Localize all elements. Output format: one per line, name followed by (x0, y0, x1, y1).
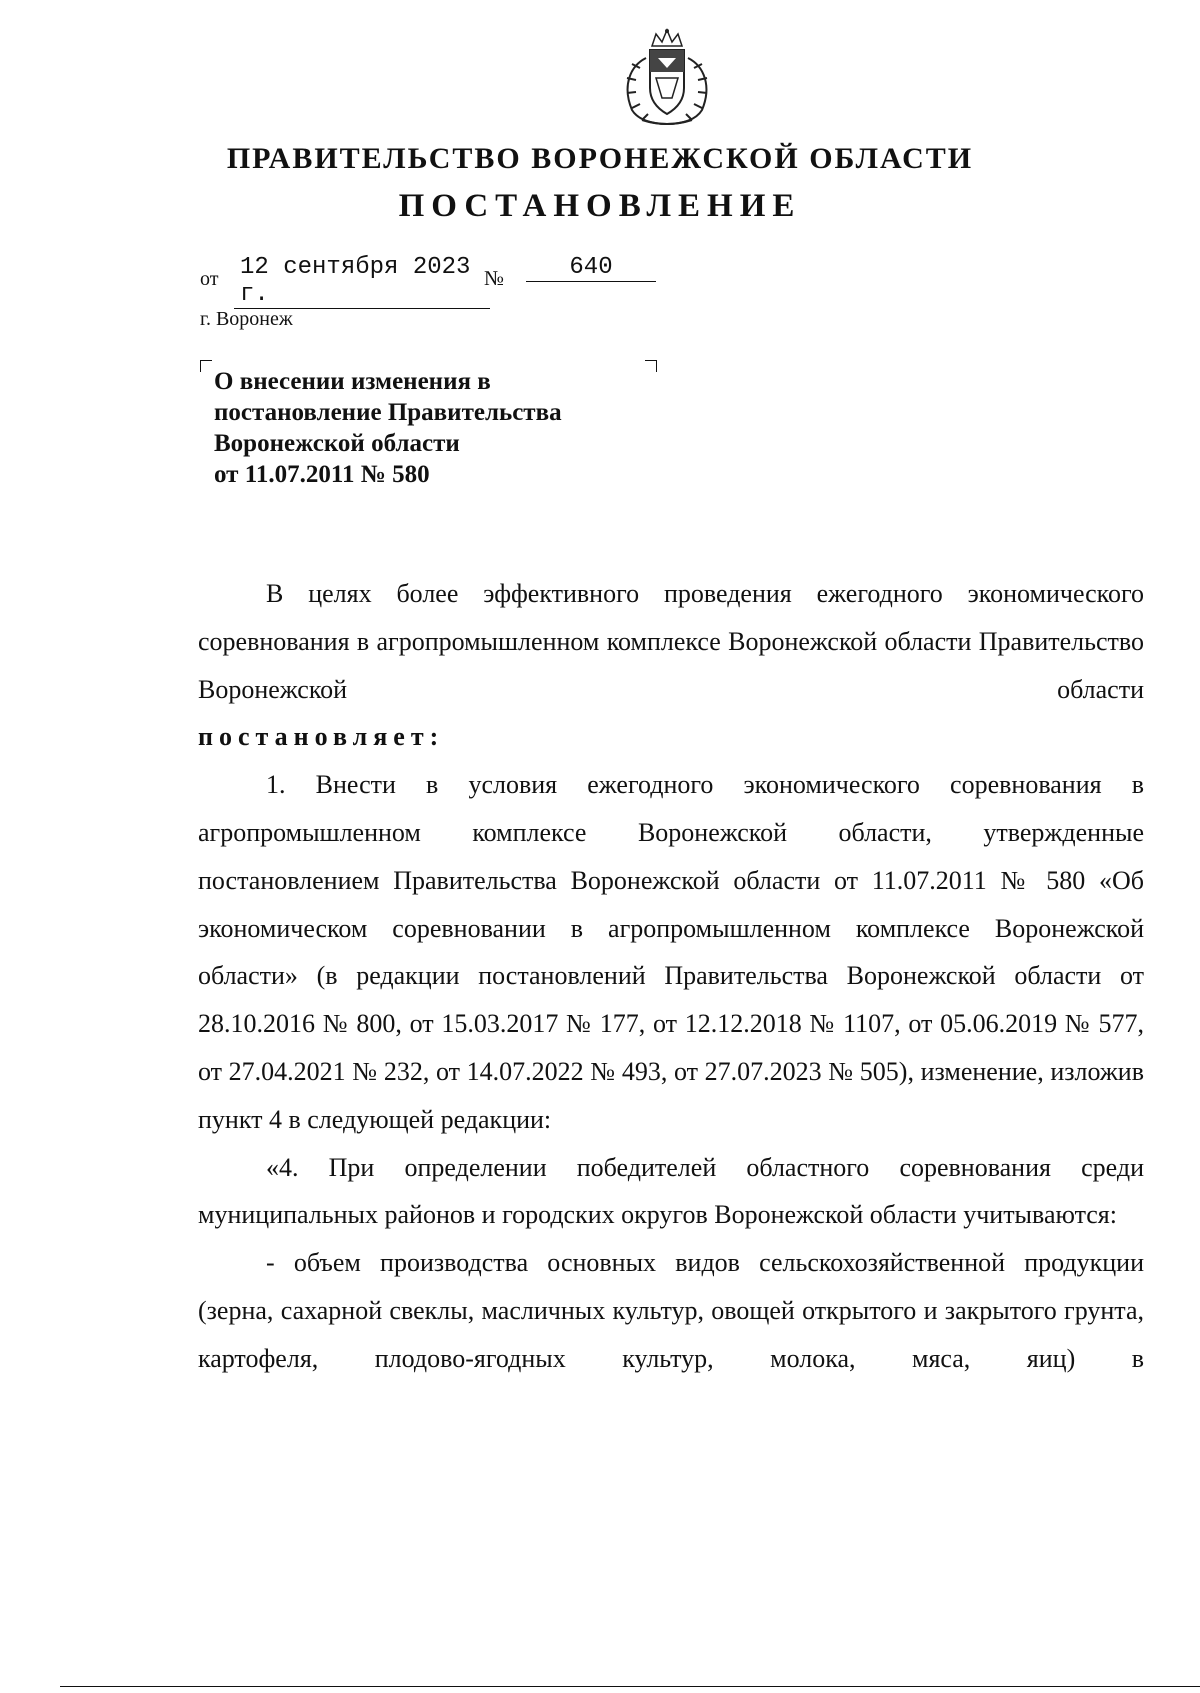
document-body (198, 570, 1144, 1383)
subject-line: от 11.07.2011 № 580 (214, 461, 430, 488)
document-type-title: ПОСТАНОВЛЕНИЕ (398, 188, 802, 224)
document-subject (214, 366, 654, 490)
organization-title: ПРАВИТЕЛЬСТВО ВОРОНЕЖСКОЙ ОБЛАСТИ (226, 142, 974, 175)
item-1-paragraph: 1. Внести в условия ежегодного экономического соревнования в агропромышленном комплексе Воронежской области, утвержденные постановлением Правительства Воронежской области от 11.07.2011 № 580 «Об экономическом соревновании в агропромышленном комплексе Воронежской области» (в редакции постановлений Правительства Воронежской области от 28.10.2016 № 800, от 15.03.2017 № 177, от 12.12.2018 № 1107, от 05.06.2019 № 577, от 27.04.2021 № 232, от 14.07.2022 № 493, от 27.07.2023 № 505), изменение, изложив пункт 4 в следующей редакции: (198, 770, 1144, 1134)
preamble-paragraph: В целях более эффективного проведения ежегодного экономического соревнования в агропромышленном комплексе Воронежской области Правительство Воронежской области (198, 579, 1144, 704)
subject-bracket-left (200, 360, 212, 372)
subject-line: О внесении изменения в (214, 368, 491, 395)
document-date: 12 сентября 2023 г. (234, 254, 490, 309)
coat-of-arms-icon (612, 28, 722, 128)
number-label: № (484, 266, 505, 290)
date-number-line (200, 254, 660, 308)
bullet-1-paragraph: - объем производства основных видов сельскохозяйственной продукции (зерна, сахарной свеклы, масличных культур, овощей открытого и закрытого грунта, картофеля, плодово-ягодных культур, молока, мяса, яиц) в (198, 1248, 1144, 1373)
page-bottom-rule (60, 1686, 1200, 1687)
city-name: г. Воронеж (200, 308, 293, 330)
subject-line: Воронежской области (214, 430, 460, 457)
subject-line: постановление Правительства (214, 399, 562, 426)
resolves-paragraph (198, 713, 1144, 761)
date-prefix: от (200, 268, 219, 290)
document-number: 640 (526, 254, 656, 282)
item-4-paragraph: «4. При определении победителей областного соревнования среди муниципальных районов и городских округов Воронежской области учитываются: (198, 1152, 1144, 1230)
resolves-word: постановляет: (198, 722, 445, 752)
